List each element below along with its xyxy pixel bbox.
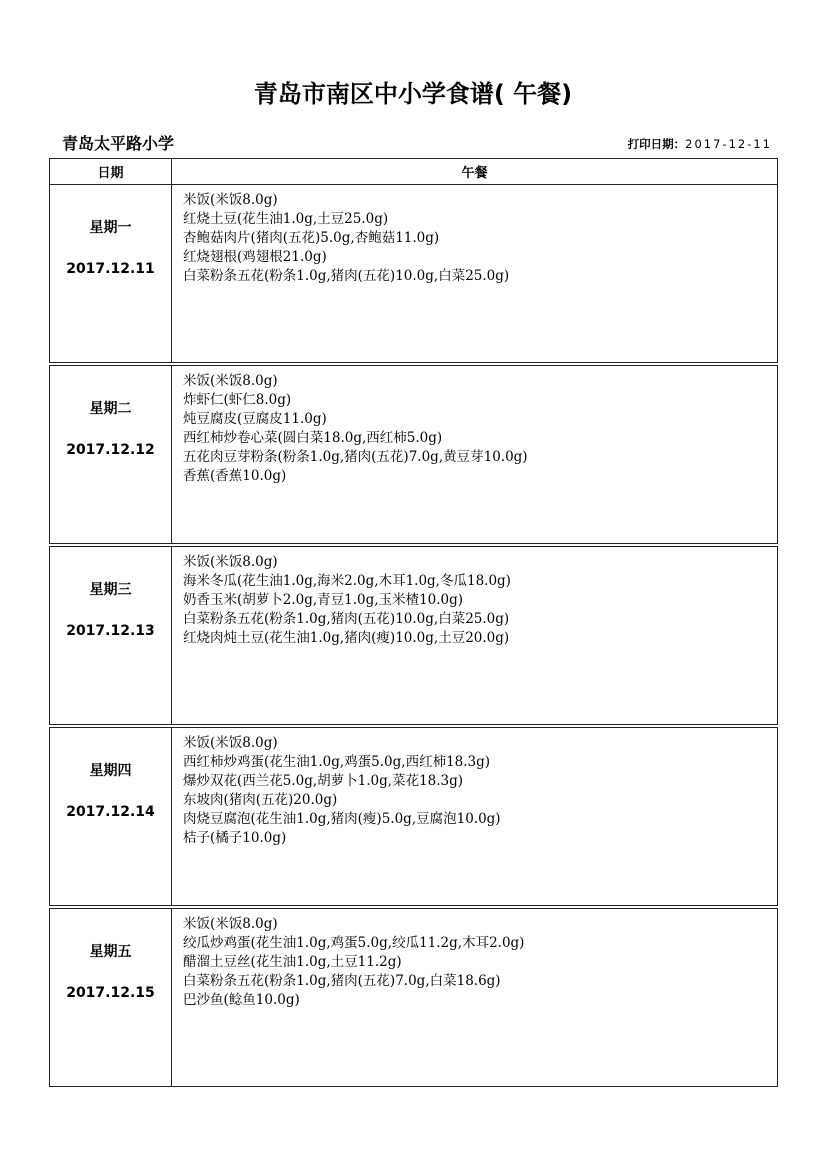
lunch-cell [172,728,778,906]
dish-item: 爆炒双花(西兰花5.0g,胡萝卜1.0g,菜花18.3g) [183,773,464,789]
dish-item: 白菜粉条五花(粉条1.0g,猪肉(五花)7.0g,白菜18.6g) [183,973,501,989]
dish-item: 海米冬瓜(花生油1.0g,海米2.0g,木耳1.0g,冬瓜18.0g) [183,573,511,589]
table-header-row [50,159,778,185]
dish-item: 奶香玉米(胡萝卜2.0g,青豆1.0g,玉米楂10.0g) [183,592,464,608]
table-row [50,366,778,544]
table-row [50,909,778,1087]
dish-item: 米饭(米饭8.0g) [183,554,278,570]
dish-item: 巴沙鱼(鲶鱼10.0g) [183,992,300,1008]
table-row [50,728,778,906]
dish-item: 西红柿炒卷心菜(圆白菜18.0g,西红柿5.0g) [183,430,443,446]
date-cell [50,185,172,363]
dish-item: 米饭(米饭8.0g) [183,373,278,389]
dish-item: 红烧土豆(花生油1.0g,土豆25.0g) [183,211,389,227]
date-label: 2017.12.13 [66,623,155,639]
dish-item: 肉烧豆腐泡(花生油1.0g,猪肉(瘦)5.0g,豆腐泡10.0g) [183,811,501,827]
menu-table [49,158,778,1087]
column-header-date: 日期 [50,159,172,185]
date-cell [50,728,172,906]
school-name: 青岛太平路小学 [62,134,175,153]
dish-item: 东坡肉(猪肉(五花)20.0g) [183,792,338,808]
weekday-label: 星期五 [89,944,132,960]
dish-item: 杏鲍菇肉片(猪肉(五花)5.0g,杏鲍菇11.0g) [183,230,440,246]
dish-item: 桔子(橘子10.0g) [183,830,287,846]
print-date [628,136,772,152]
date-cell [50,366,172,544]
print-date-value: 2017-12-11 [685,137,772,151]
dish-item: 红烧肉炖土豆(花生油1.0g,猪肉(瘦)10.0g,土豆20.0g) [183,630,510,646]
column-header-lunch: 午餐 [172,159,778,185]
weekday-label: 星期二 [89,401,132,417]
lunch-cell [172,366,778,544]
weekday-label: 星期四 [89,763,132,779]
table-row [50,185,778,363]
dish-item: 米饭(米饭8.0g) [183,916,278,932]
date-label: 2017.12.12 [66,442,155,458]
dish-item: 醋溜土豆丝(花生油1.0g,土豆11.2g) [183,954,402,970]
table-row [50,547,778,725]
dish-item: 红烧翅根(鸡翅根21.0g) [183,249,327,265]
lunch-cell [172,547,778,725]
dish-item: 西红柿炒鸡蛋(花生油1.0g,鸡蛋5.0g,西红柿18.3g) [183,754,491,770]
date-cell [50,547,172,725]
page-title: 青岛市南区中小学食谱( 午餐) [253,80,573,108]
dish-item: 绞瓜炒鸡蛋(花生油1.0g,鸡蛋5.0g,绞瓜11.2g,木耳2.0g) [183,935,525,951]
date-label: 2017.12.15 [66,985,155,1001]
dish-item: 炖豆腐皮(豆腐皮11.0g) [183,411,327,427]
date-label: 2017.12.14 [66,804,155,820]
print-date-label: 打印日期： [627,137,686,151]
dish-item: 米饭(米饭8.0g) [183,735,278,751]
weekday-label: 星期一 [89,220,132,236]
dish-item: 白菜粉条五花(粉条1.0g,猪肉(五花)10.0g,白菜25.0g) [183,611,510,627]
dish-item: 炸虾仁(虾仁8.0g) [183,392,292,408]
date-cell [50,909,172,1087]
dish-item: 香蕉(香蕉10.0g) [183,468,287,484]
date-label: 2017.12.11 [66,261,155,277]
weekday-label: 星期三 [89,582,132,598]
lunch-cell [172,909,778,1087]
dish-item: 白菜粉条五花(粉条1.0g,猪肉(五花)10.0g,白菜25.0g) [183,268,510,284]
dish-item: 五花肉豆芽粉条(粉条1.0g,猪肉(五花)7.0g,黄豆芽10.0g) [183,449,528,465]
lunch-cell [172,185,778,363]
dish-item: 米饭(米饭8.0g) [183,192,278,208]
